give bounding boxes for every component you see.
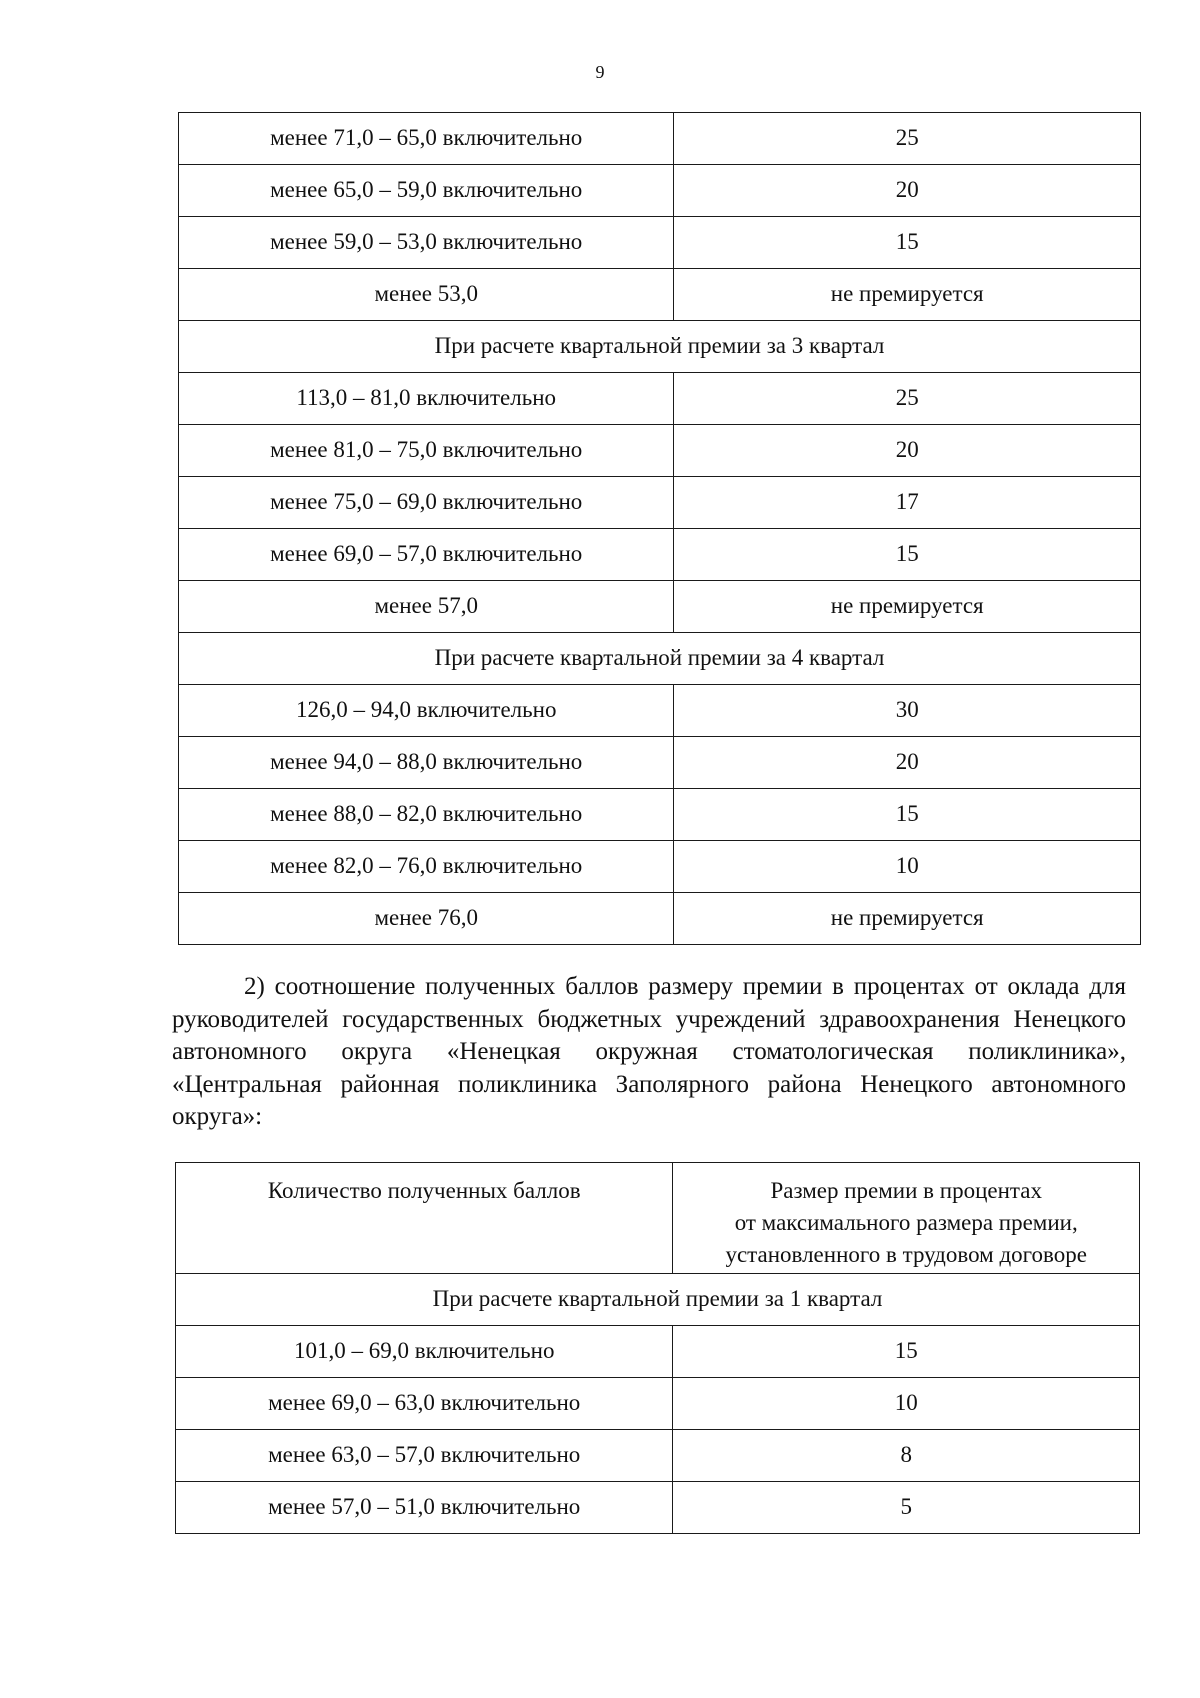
- table-row: [179, 685, 1141, 737]
- paragraph-item-2: 2) соотношение полученных баллов размеру премии в процентах от оклада для руководителей государственных бюджетных учреждений здравоохранения Ненецкого автономного округа «Ненецкая окружная стоматологическая поликлиника», «Центральная районная поликлиника Заполярного района Ненецкого автономного округа»:: [172, 973, 1126, 1130]
- score-cell: менее 75,0 – 69,0 включительно: [179, 477, 674, 529]
- table-row: [176, 1430, 1140, 1482]
- score-cell: менее 81,0 – 75,0 включительно: [179, 425, 674, 477]
- bonus-cell: 8: [673, 1430, 1140, 1482]
- bonus-cell: 20: [674, 165, 1141, 217]
- bonus-cell: 20: [674, 737, 1141, 789]
- table-row: [179, 477, 1141, 529]
- table-row: [179, 165, 1141, 217]
- score-cell: 113,0 – 81,0 включительно: [179, 373, 674, 425]
- score-cell: менее 69,0 – 57,0 включительно: [179, 529, 674, 581]
- table-header-row: [176, 1163, 1140, 1274]
- section-title: При расчете квартальной премии за 4 квартал: [179, 633, 1141, 685]
- header-score-cell: Количество полученных баллов: [176, 1163, 673, 1274]
- bonus-cell: 25: [674, 113, 1141, 165]
- table-row: [176, 1482, 1140, 1534]
- bonus-cell: 10: [673, 1378, 1140, 1430]
- score-cell: менее 69,0 – 63,0 включительно: [176, 1378, 673, 1430]
- score-cell: менее 59,0 – 53,0 включительно: [179, 217, 674, 269]
- table-row: [179, 113, 1141, 165]
- bonus-cell: 10: [674, 841, 1141, 893]
- header-bonus-line: от максимального размера премии,: [734, 1210, 1078, 1236]
- bonus-cell: 15: [674, 529, 1141, 581]
- bonus-cell: 15: [674, 217, 1141, 269]
- score-cell: 101,0 – 69,0 включительно: [176, 1326, 673, 1378]
- bonus-cell: 30: [674, 685, 1141, 737]
- section-title: При расчете квартальной премии за 3 квартал: [179, 321, 1141, 373]
- bonus-cell: не премируется: [674, 581, 1141, 633]
- header-bonus-line: Размер премии в процентах: [770, 1178, 1042, 1203]
- table-row: [179, 841, 1141, 893]
- score-cell: менее 88,0 – 82,0 включительно: [179, 789, 674, 841]
- score-cell: менее 71,0 – 65,0 включительно: [179, 113, 674, 165]
- score-cell: 126,0 – 94,0 включительно: [179, 685, 674, 737]
- bonus-cell: 17: [674, 477, 1141, 529]
- section-row: [176, 1274, 1140, 1326]
- table-row: [179, 217, 1141, 269]
- score-cell: менее 94,0 – 88,0 включительно: [179, 737, 674, 789]
- bonus-cell: 20: [674, 425, 1141, 477]
- header-bonus-cell: [673, 1163, 1140, 1274]
- section-row: [179, 321, 1141, 373]
- score-cell: менее 63,0 – 57,0 включительно: [176, 1430, 673, 1482]
- bonus-cell: не премируется: [674, 893, 1141, 945]
- bonus-cell: 15: [673, 1326, 1140, 1378]
- score-cell: менее 76,0: [179, 893, 674, 945]
- table-row: [176, 1378, 1140, 1430]
- table-row: [179, 373, 1141, 425]
- bonus-cell: 15: [674, 789, 1141, 841]
- score-cell: менее 57,0 – 51,0 включительно: [176, 1482, 673, 1534]
- bonus-table-continued: [178, 112, 1141, 945]
- bonus-table-heads: [175, 1162, 1140, 1534]
- score-cell: менее 57,0: [179, 581, 674, 633]
- table-row: [179, 425, 1141, 477]
- table-row: [179, 893, 1141, 945]
- table-row: [179, 789, 1141, 841]
- header-bonus-line: установленного в трудовом договоре: [725, 1242, 1087, 1268]
- score-cell: менее 53,0: [179, 269, 674, 321]
- page-number: 9: [595, 62, 605, 82]
- table-row: [176, 1326, 1140, 1378]
- score-cell: менее 82,0 – 76,0 включительно: [179, 841, 674, 893]
- section-title: При расчете квартальной премии за 1 квартал: [176, 1274, 1140, 1326]
- bonus-cell: не премируется: [674, 269, 1141, 321]
- section-row: [179, 633, 1141, 685]
- table-row: [179, 269, 1141, 321]
- table-row: [179, 529, 1141, 581]
- bonus-cell: 5: [673, 1482, 1140, 1534]
- table-row: [179, 737, 1141, 789]
- score-cell: менее 65,0 – 59,0 включительно: [179, 165, 674, 217]
- bonus-cell: 25: [674, 373, 1141, 425]
- table-row: [179, 581, 1141, 633]
